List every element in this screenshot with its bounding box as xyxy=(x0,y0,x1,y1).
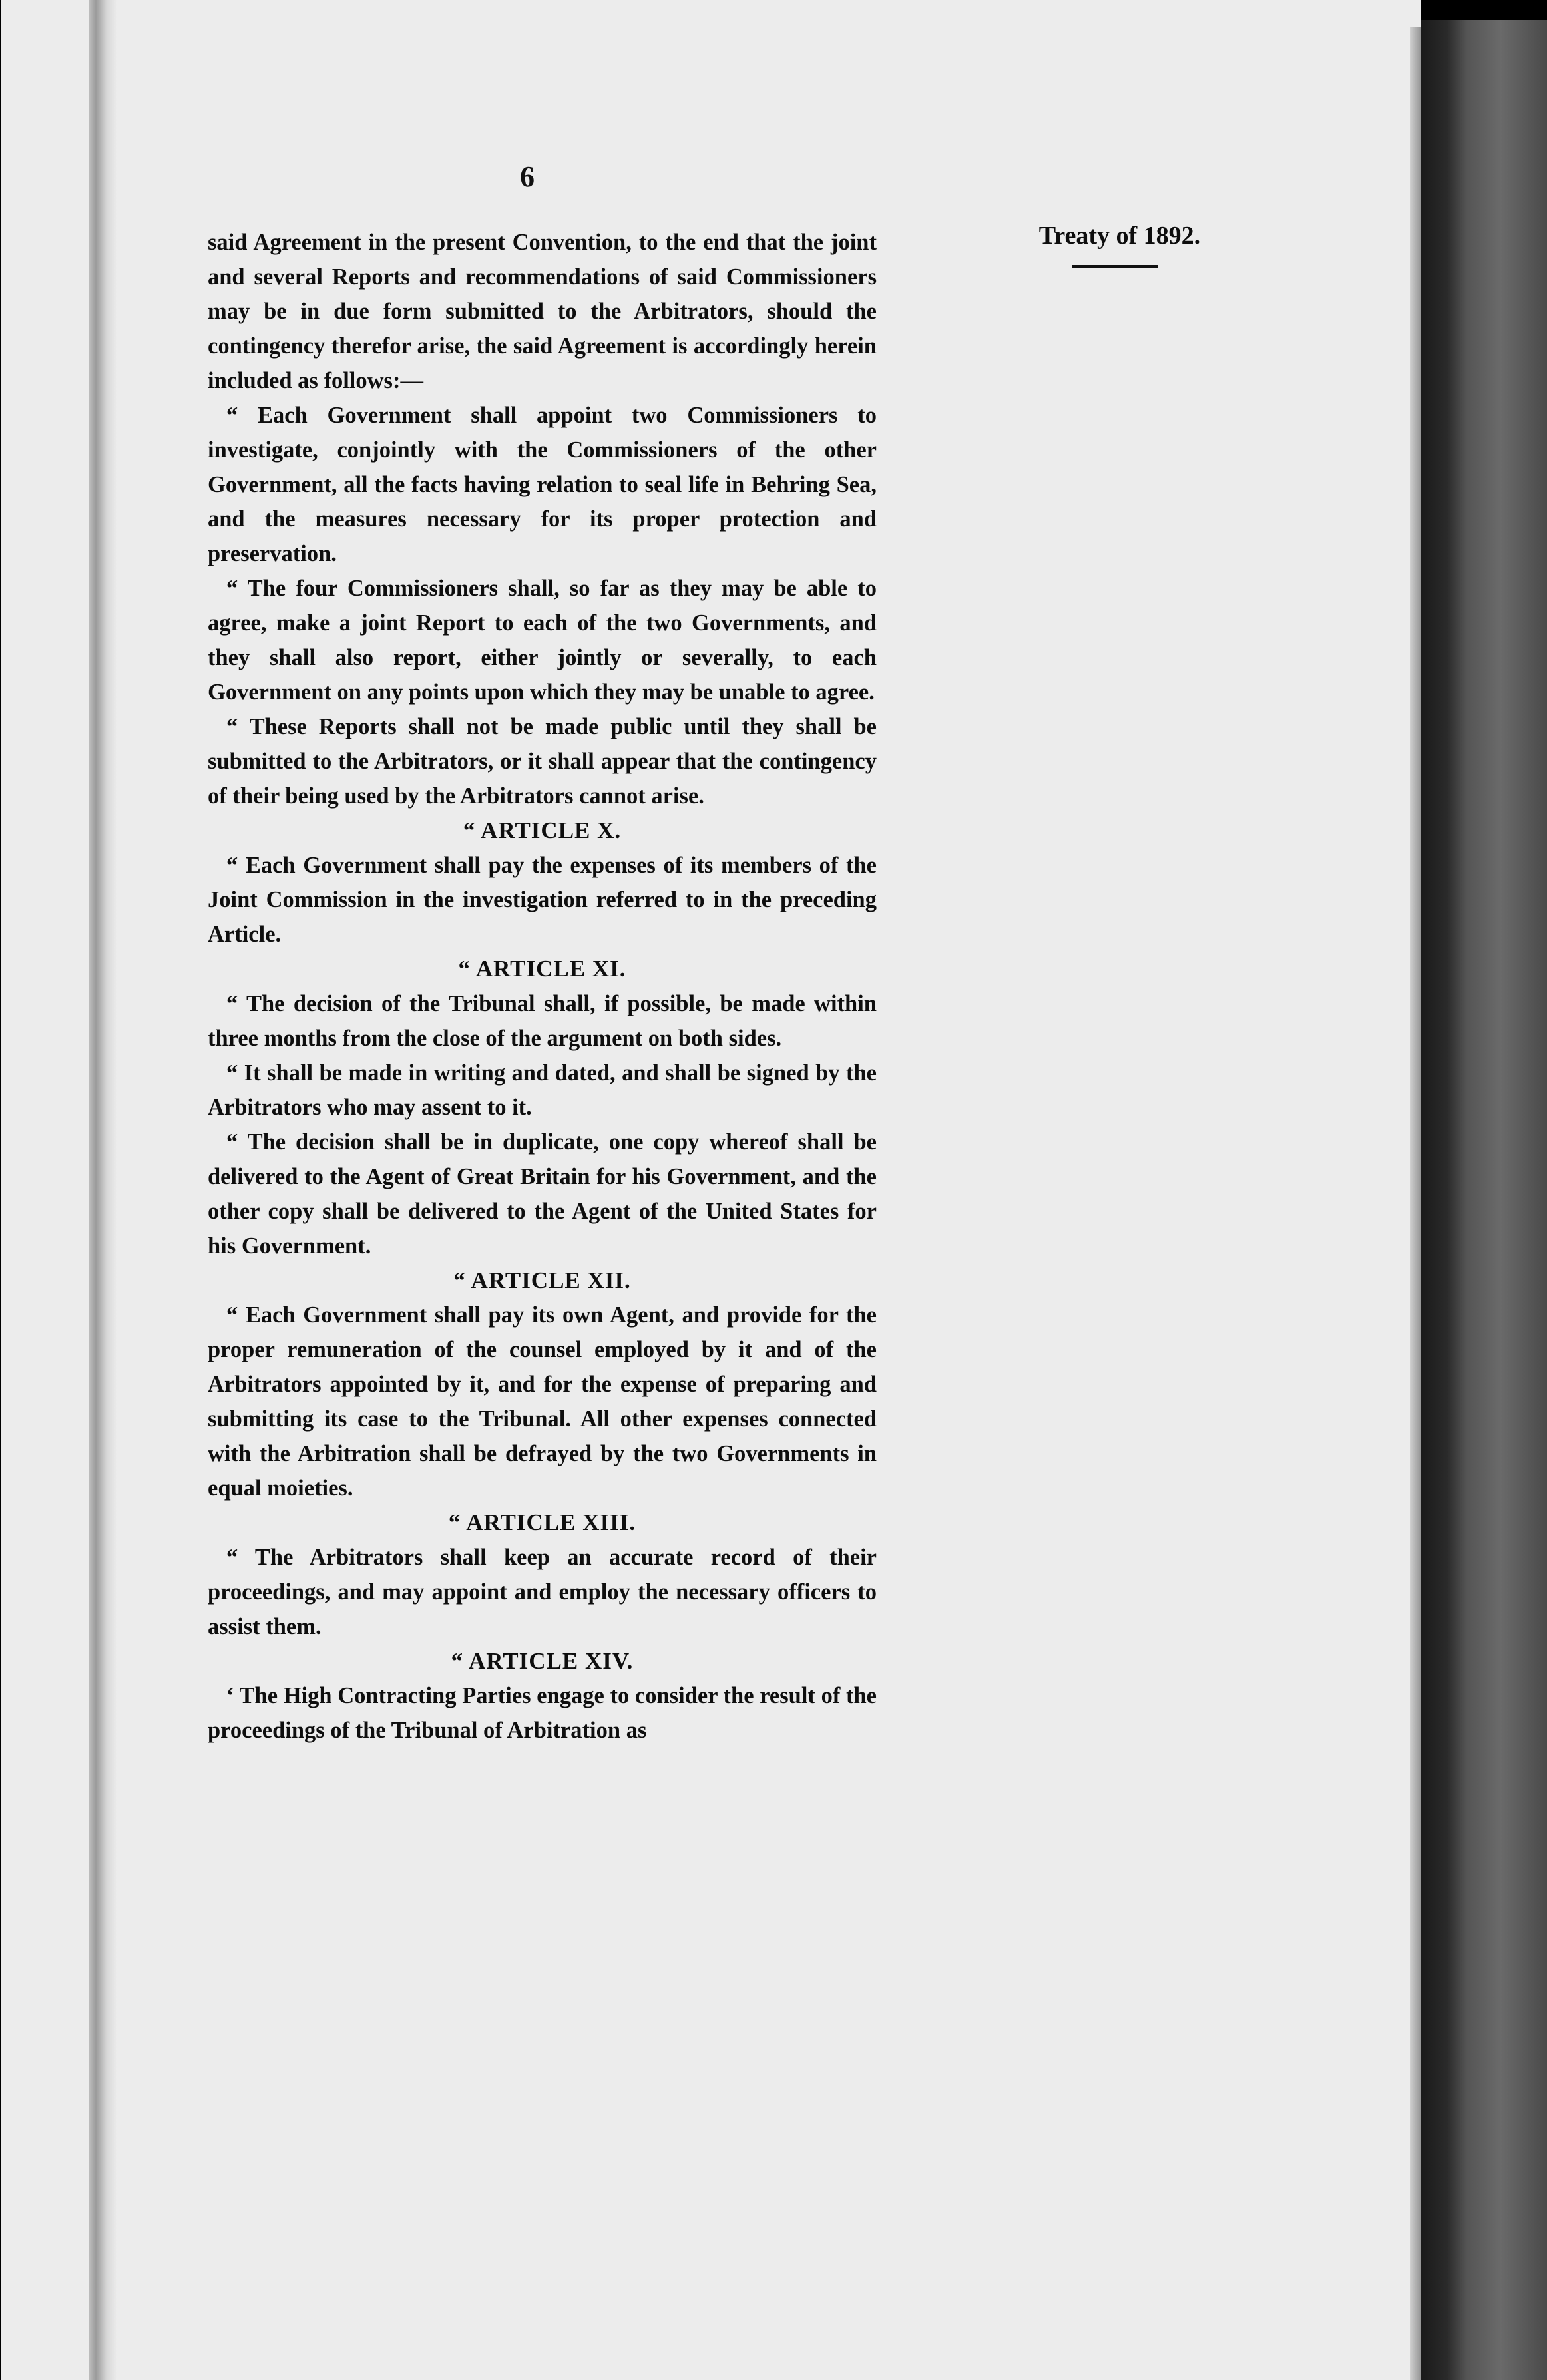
article-heading: “ ARTICLE XIII. xyxy=(448,1509,636,1535)
paragraph: “ The decision shall be in duplicate, one copy whereof shall be delivered to the Agent of Great Britain for his Government, and the other copy shall be delivered to the Agent of the United States for his Government. xyxy=(208,1129,877,1259)
article-heading: “ ARTICLE X. xyxy=(463,817,622,843)
paragraph: said Agreement in the present Convention, to the end that the joint and several Reports and recommendations of said Commissioners may be in due form submitted to the Arbitrators, should the contingency therefor arise, the said Agreement is accordingly herein included as follows:— xyxy=(208,230,877,393)
paragraph: “ Each Government shall pay the expenses of its members of the Joint Commission in the investigation referred to in the preceding Article. xyxy=(208,853,877,947)
article-heading: “ ARTICLE XIV. xyxy=(451,1648,634,1674)
binding-shadow xyxy=(89,0,117,2380)
paragraph: “ The Arbitrators shall keep an accurate record of their proceedings, and may appoint and employ the necessary officers to assist them. xyxy=(208,1545,877,1639)
paragraph: “ Each Government shall appoint two Commissioners to investigate, conjointly with the Commissioners of the other Government, all the facts having relation to seal life in Behring Sea, and the measures necessary for its proper protection and preservation. xyxy=(208,403,877,566)
paragraph: “ The decision of the Tribunal shall, if possible, be made within three months from the close of the argument on both sides. xyxy=(208,991,877,1051)
article-heading: “ ARTICLE XII. xyxy=(453,1267,631,1293)
paragraph: “ The four Commissioners shall, so far as they may be able to agree, make a joint Report to each of the two Governments, and they shall also report, either jointly or severally, to each Government on any points upon which they may be unable to agree. xyxy=(208,576,877,705)
page-number: 6 xyxy=(520,160,535,193)
paragraph: “ It shall be made in writing and dated, and shall be signed by the Arbitrators who may assent to it. xyxy=(208,1060,877,1120)
paragraph: “ Each Government shall pay its own Agent, and provide for the proper remuneration of the counsel employed by it and of the Arbitrators appointed by it, and for the expense of preparing and submitting its case to the Tribunal. All other expenses connected with the Arbitration shall be defrayed by the two Governments in equal moieties. xyxy=(208,1302,877,1501)
scan-border-right xyxy=(1421,20,1547,2380)
paragraph: “ These Reports shall not be made public until they shall be submitted to the Arbitrators, or it shall appear that the contingency of their being used by the Arbitrators cannot arise. xyxy=(208,714,877,809)
margin-note: Treaty of 1892. xyxy=(1038,222,1201,250)
document-page xyxy=(1,0,1421,2380)
body-text xyxy=(208,225,877,1748)
article-heading: “ ARTICLE XI. xyxy=(458,956,626,982)
margin-note-rule xyxy=(1072,265,1158,268)
paragraph: ‘ The High Contracting Parties engage to consider the result of the proceedings of the Tribunal of Arbitration as xyxy=(208,1683,877,1743)
